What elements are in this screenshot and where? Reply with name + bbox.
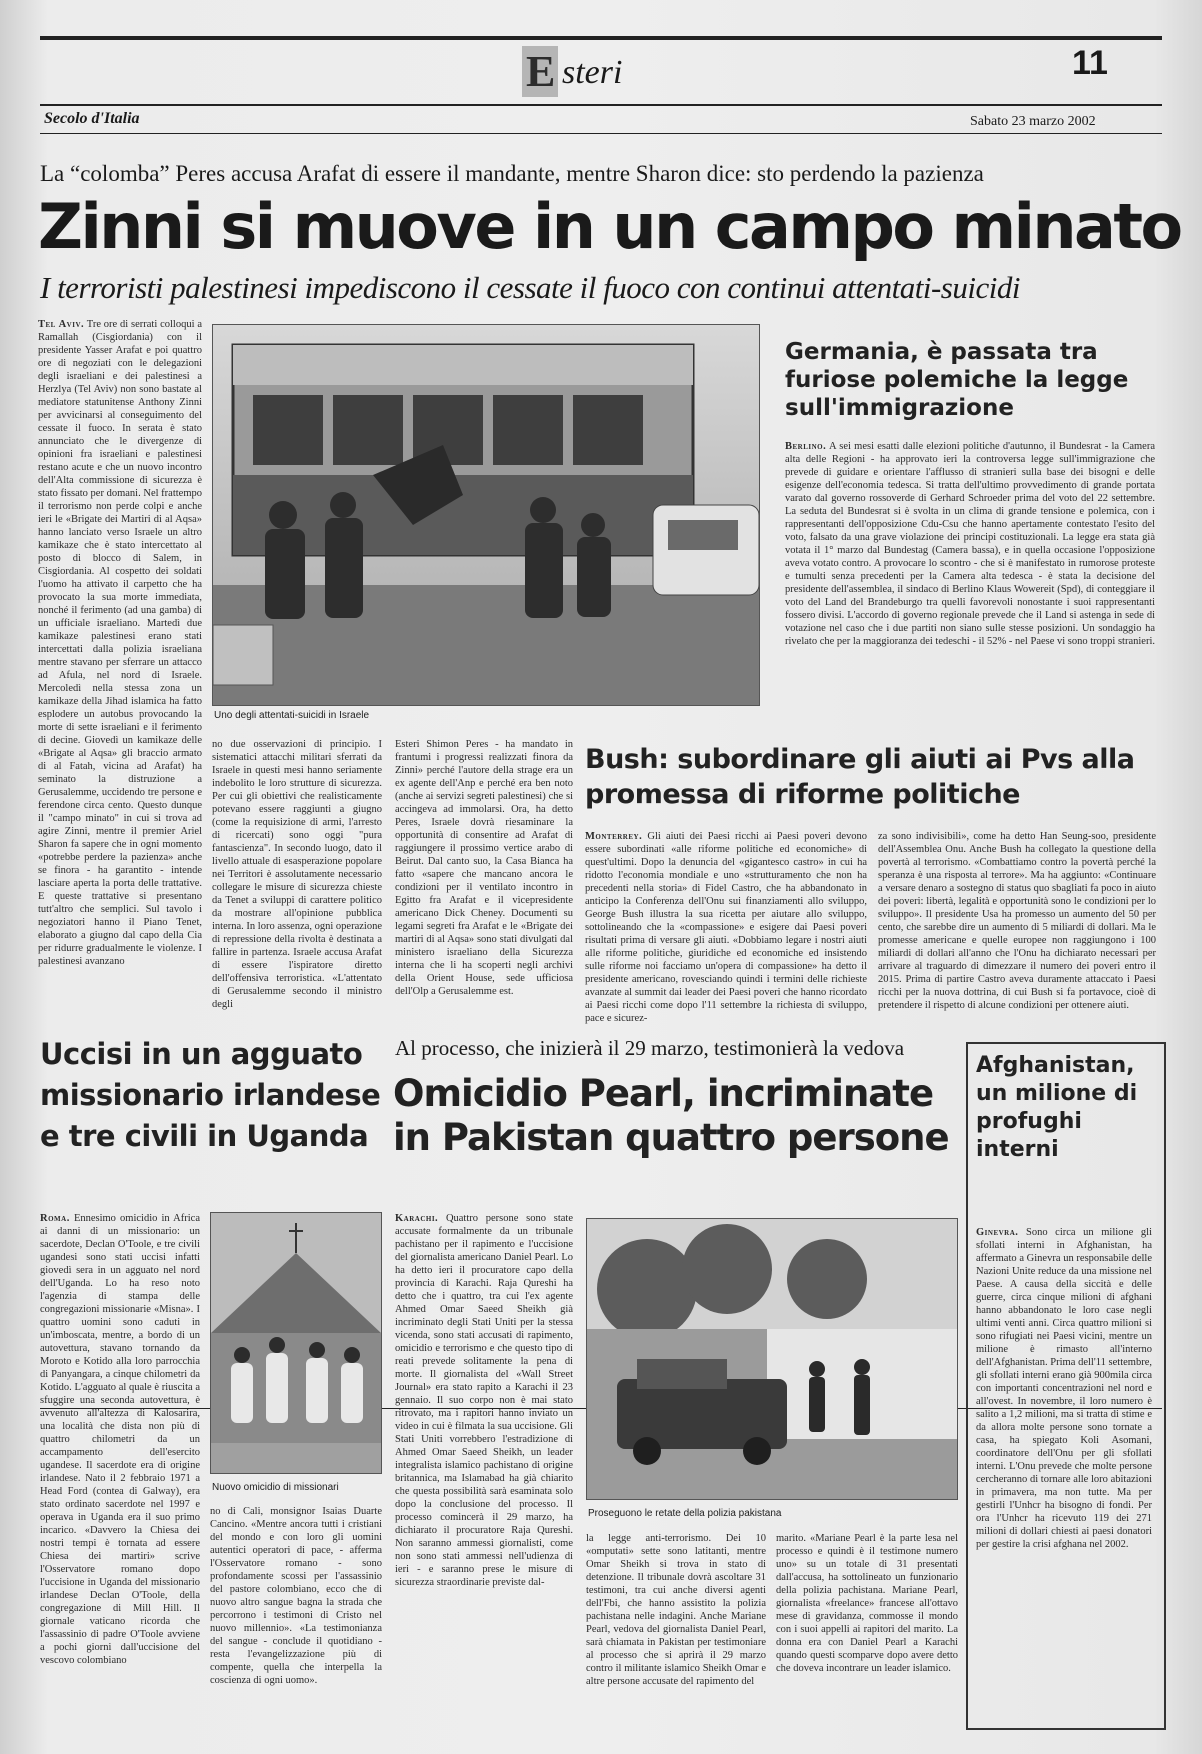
lead-subhead: I terroristi palestinesi impediscono il cessate il fuoco con continui attentati-suicidi: [40, 270, 1020, 305]
pearl-column-3: [776, 1532, 958, 1724]
lead-headline: Zinni si muove in un campo minato: [38, 190, 1181, 263]
uganda-column-2: [210, 1505, 382, 1720]
date-rule: [40, 133, 1162, 134]
germania-body-text: A sei mesi esatti dalle elezioni politiche d'autunno, il Bundesrat - la Camera alta delle Regioni - ha approvato ieri la controversa legge sull'immigrazione che prevede di guidare e orientare l'afflusso di stranieri sulla base dei bisogni e delle esigenze dell'economia tedesca. Si tratta dell'ultimo provvedimento di grande portata varato dal governo rossoverde di Gerhard Schroeder prima del voto del 22 settembre. La seduta del Bundesrat si è svolta in un clima di grande tensione e polemica, con i rappresentanti dell'opposizione Cdu-Csu che hanno apertamente contestato l'esito del voto, falsato da una grave violazione dei principi costituzionali. La legge era stata già votata il 1° marzo dal Bundestag (Camera bassa), e in quella occasione l'opposizione aveva votato contro. A provocare lo scontro - che si è manifestato in rumorose proteste e tumulti senza precedenti per la Camera alta tedesca - è stata la decisione del presidente dell'assemblea, il sindaco di Berlino Klaus Wowereit (Spd), di conteggiare il voto del Land del Brandeburgo tra quelli favorevoli nonostante i suoi rappresentanti fossero divisi. L'accordo di governo regionale prevede che il Land si astenga in sede di votazione nel caso che i due partiti non siano sulle stesse posizioni. Un sondaggio ha rivelato che per la maggioranza dei tedeschi - il 52% - nel Paese vi sono troppi stranieri.: [785, 441, 1155, 647]
lead-column-2-text: no due osservazioni di principio. I sistematici attacchi militari sferrati da Israele in questi mesi hanno seriamente indebolito le loro strutture di sicurezza. Per cui gli obiettivi che realisticamente potevano essere raggiunti a giugno (come la requisizione di armi, l'arresto di ricercati) sono oggi "pura fantascienza". In secondo luogo, dato il livello attuale di esasperazione popolare nei Territori è assolutamente necessario collegare le misure di sicurezza chieste da Tenet a sviluppi di carattere politico da mostrare all'opinione pubblica interna. In loro assenza, ogni operazione di repressione della rivolta è destinata a fallire in partenza. Israele accusa Arafat di essere l'ispiratore diretto dell'offensiva terroristica. «L'attentato di Gerusalemme secondo il ministro degli: [212, 739, 382, 1010]
police-raid-photo: [587, 1219, 957, 1499]
masthead-rule: [40, 104, 1162, 106]
germania-dateline: Berlino.: [785, 441, 827, 452]
germania-body: [785, 440, 1155, 725]
pearl-column-2-text: la legge anti-terrorismo. Dei 10 «omputati» sette sono latitanti, mentre Omar Sheikh si trova in stato di detenzione. Il tribunale dovrà ascoltare 31 testimoni, tra cui anche diversi agenti dell'Fbi, che hanno assistito la polizia pachistana nelle indagini. Anche Mariane Pearl, vedova del giornalista Daniel Pearl, sarà chiamata in Pakistan per testimoniare al processo che si aprirà il 29 marzo contro il militante islamico Sheikh Omar e altre persone accusate del rapimento del: [586, 1533, 766, 1687]
lead-column-1-text: Tre ore di serrati colloqui a Ramallah (Cisgiordania) con il presidente Yasser Arafat e poi quattro ore di negoziati con le delegazioni degli israeliani e dei palestinesi a Herzlya (Tel Aviv) non sono bastate al mediatore statunitense Anthony Zinni per avvicinarsi al conseguimento del cessate il fuoco. In serata è stato annunciato che le divergenze di opinioni fra israeliani e palestinesi restano acute e che un nuovo incontro dell'Alta commissione di sicurezza è stato fissato per domani. Nel frattempo il terrorismo non perde colpi e anche ieri le «Brigate dei Martiri di al Aqsa» hanno lanciato verso Israele un altro kamikaze che è stato intercettato al posto di blocco di Salem, in Cisgiordania. Al cospetto dei soldati l'uomo ha attivato il carpetto che ha provocato la sua morte immediata, nonché il ferimento (ad una gamba) di un ufficiale israeliano. Martedì due kamikaze palestinesi erano stati intercettati dalla polizia israeliana mentre stavano per sferrare un attacco ad Afula, nel nord di Israele. Mercoledì nella stessa zona un kamikaze della Jihad islamica ha fatto esplodere un autobus provocando la morte di sette israeliani e il ferimento di decine. Giovedì un kamikaze delle «Brigate al Aqsa» gli braccio armato di al Fatah, vicina ad Arafat) ha seminato la distruzione a Gerusalemme, uccidendo tre persone e ferendone circa cento. Questo dunque il "campo minato" in cui si trova ad agire Zinni, mentre il premier Ariel Sharon fa sapere che in ogni momento «potrebbe perdere la pazienza» anche se finora - ha garantito - intende lasciare aperta la porta delle trattative. E queste trattative si presentano tutt'altro che semplici. Sul tavolo i negoziatori hanno il Piano Tenet, elaborato a giugno dal capo della Cia per ridurre gradualmente le violenze. I palestinesi avanzano: [38, 319, 202, 967]
lead-kicker: La “colomba” Peres accusa Arafat di essere il mandante, mentre Sharon dice: sto perdendo la pazienza: [40, 161, 984, 186]
uganda-column-2-text: no di Cali, monsignor Isaias Duarte Cancino. «Mentre ancora tutti i cristiani del mondo e con loro gli uomini autentici operatori di pace, - afferma l'Osservatore romano - sono profondamente scossi per l'assassinio del pastore colombiano, ecco che di nuovo altro sangue bagna la strada che percorrono i testimoni di Cristo nel nuovo millennio». «La testimonianza del sangue - conclude il quotidiano - resta l'evangelizzazione più di compente, quella che interpella la coscienza di ogni uomo».: [210, 1506, 382, 1686]
paper-name: Secolo d'Italia: [44, 110, 140, 127]
section-title: [510, 46, 740, 98]
issue-date: Sabato 23 marzo 2002: [970, 114, 1096, 129]
pearl-column-3-text: marito. «Mariane Pearl è la parte lesa nel processo e quindi è il testimone numero uno» su un totale di 31 presentati dall'accusa, ha sottolineato un funzionario della polizia pachistana. Mariane Pearl, giornalista «freelance» francese all'ottavo mese di gravidanza, commosse il mondo con i suoi appelli ai rapitori del marito. La donna era con Daniel Pearl a Karachi quando questi scomparve dopo avere detto che doveva incontrare un leader islamico.: [776, 1533, 958, 1674]
pearl-column-1: [395, 1212, 573, 1722]
uganda-photo: [210, 1212, 382, 1474]
lead-photo-caption: Uno degli attentati-suicidi in Israele: [214, 710, 370, 721]
afghanistan-body: [976, 1226, 1152, 1720]
lead-dateline: Tel Aviv.: [38, 319, 85, 330]
pearl-photo: [586, 1218, 958, 1500]
lead-photo: [212, 324, 760, 706]
uganda-headline: Uccisi in un agguato missionario irlandese e tre civili in Uganda: [40, 1037, 381, 1153]
pearl-column-1-text: Quattro persone sono state accusate formalmente da un tribunale pachistano per il rapimento e l'uccisione del giornalista americano Daniel Pearl. Lo ha detto ieri il procuratore capo della provincia di Karachi. Raja Qureshi ha detto che i quattro, tra cui l'ex agente Ahmed Omar Saeed Sheikh già incriminato degli Stati Uniti per la stessa vicenda, sono stati accusati di rapimento, omicidio e terrorismo e che questo tipo di reati prevede solitamente la pena di morte. Il giornalista del «Wall Street Journal» era stato rapito a Karachi il 23 gennaio. Il suo corpo non è mai stato ritrovato, ma i rapitori hanno inviato un video in cui è filmata la sua uccisione. Gli Stati Uniti vorrebbero l'estradizione di Ahmed Omar Saeed Sheikh, un leader integralista islamico pachistano di origine britannica, ma Islamabad ha già chiarito che questa possibilità sarà esaminata solo dopo la conclusione del processo. Il processo comincerà il 29 marzo, ha dichiarato il procuratore Raja Qureshi. Non saranno ammessi giornalisti, come non sono stati ammessi nell'udienza di ieri - e saranno prese le misure di sicurezza straordinarie previste dal-: [395, 1213, 573, 1588]
section-name: steri: [562, 54, 623, 91]
lead-column-3-text: Esteri Shimon Peres - ha mandato in frantumi i progressi realizzati finora da Zinni» perché l'autore della strage era un ex agente dell'Anp e perché era ben noto (anche ai servizi segreti palestinesi) che si accingeva ad immolarsi. Ora, ha detto Peres, Israele dovrà riesaminare la opportunità di consentire ad Arafat di raggiungere il prossimo vertice arabo di Beirut. Dal canto suo, la Casa Bianca ha fatto «sapere che mancano ancora le condizioni per il ventilato incontro in Egitto fra Arafat e il vicepresidente americano Dick Cheney. Documenti su legami segreti fra Arafat e le «Brigate dei martiri di al Aqsa» sono stati divulgati dal ministero israeliano della Sicurezza interna che li ha scoperti negli archivi della Orient House, sede ufficiosa dell'Olp a Gerusalemme est.: [395, 739, 573, 997]
afghanistan-dateline: Ginevra.: [976, 1227, 1019, 1238]
pearl-dateline: Karachi.: [395, 1213, 439, 1224]
bush-headline: Bush: subordinare gli aiuti ai Pvs alla promessa di riforme politiche: [585, 744, 1135, 810]
pearl-column-2: [586, 1532, 766, 1724]
uganda-photo-caption: Nuovo omicidio di missionari: [212, 1482, 339, 1493]
bus-bombing-photo: [213, 325, 759, 705]
afghanistan-body-text: Sono circa un milione gli sfollati interni in Afghanistan, ha affermato a Ginevra un responsabile delle Nazioni Unite reduce da una missione nel Paese. A causa della siccità e delle guerre, circa cinque milioni di afghani hanno abbandonato le loro case negli ultimi venti anni. Circa quattro milioni si sono rifugiati nei Paesi vicini, mentre un milione è rimasto all'interno dell'Afghanistan. Prima dell'11 settembre, gli sfollati interni erano già 900mila circa con importanti concentrazioni nel nord e all'ovest. In novembre, il loro numero è salito a 1,2 milioni, ma si tratta di stime e da allora molte persone sono tornate a casa, ha spiegato Koli Asomani, coordinatore dell'Onu per gli sfollati interni. L'Onu prevede che molte persone cercheranno di tornare alle loro abitazioni in primavera, ma non tutte. Ma per gestirli l'Unhcr ha bisogno di fondi. Per ora l'Unhcr ha ricevuto 119 dei 271 milioni di dollari chiesti ai paesi donatori per gestire la crisi afghana nel 2002.: [976, 1227, 1152, 1550]
bush-column-2-text: za sono indivisibili», come ha detto Han Seung-soo, presidente dell'Assemblea Onu. Anche Bush ha collegato la questione della povertà al terrorismo. «Combattiamo contro la povertà perché la speranza è una risposta al terrore». Ma ha aggiunto: «Continuare a versare denaro a sostegno di status quo sbagliati fa poco in aiuto dei poveri: libertà, legalità e opportunità sono le condizioni per lo sviluppo». Il presidente Usa ha promesso un aumento del 50 per cento, che sarebbe dire un aumento di 5 miliardi di dollari. Ma le promesse americane e quelle europee non raggiungono i 100 miliardi di dollari all'anno che l'Onu ha dichiarato necessari per arrivare al traguardo di dimezzare il numero dei poveri entro il 2015. Prima di partire Castro aveva duramente attaccato i Paesi ricchi per la nuova dottrina, di cui Bush si fa portavoce, cioè di pretendere il rispetto di alcune condizioni per ottenere aiuti.: [878, 831, 1156, 1011]
bush-column-1-text: Gli aiuti dei Paesi ricchi ai Paesi poveri devono essere subordinati «alle riforme politiche ed economiche» di quest'ultimi. Dopo la denuncia del «gigantesco castro» in cui ha ridotto l'economia mondiale e uno «strutturamento che non ha precedenti nella storia» di Fidel Castro, che ha abbandonato in anticipo la Conferenza dell'Onu sui finanziamenti allo sviluppo, George Bush illustra la sua ricetta per aiutare allo sviluppo, sottolineando che la «compassione» e esigere dai Paesi poveri risultati prima di versare gli aiuti. «Dobbiamo legare i nostri aiuti alle riforme politiche, giuridiche ed economiche ed insistendo sulle riforme noi facciamo un'opera di compassione» ha detto il presidente americano, rovesciando quindi i termini delle richieste avanzate al summit dai leader dei Paesi poveri che hanno ricordato ai Paesi ricchi come dopo l'11 settembre la richiesta di sviluppo, pace e sicurez-: [585, 831, 867, 1024]
uganda-column-1-text: Ennesimo omicidio in Africa ai danni di un missionario: un sacerdote, Declan O'Toole, e tre civili ugandesi sono stati uccisi infatti giovedì sera in un agguato nel nord dell'Uganda. Lo ha reso noto l'agenzia di stampa delle congregazioni missionarie «Misna». I quattro uomini sono caduti in un'imboscata, mentre, a bordo di un autovettura, stavano tornando da Moroto e Kotido alla loro parrocchia di Panyangara, a cinque chilometri da Kotido. L'agguato al quale è riuscita a sfuggire una seconda autovettura, è avvenuto all'altezza di Kalosarira, una località che dista non più di quattro chilometri da un accampamento dell'esercito ugandese. Il sacerdote era di origine irlandese. Nato il 2 febbraio 1971 a Head Ford (contea di Galway), era stato ordinato sacerdote nel 1997 e operava in Uganda era il suo primo incarico. «Davvero la Chiesa dei nostri tempi è tornata ad essere Chiesa dei martiri» scrive l'Osservatore romano dopo l'uccisione in Uganda del missionario irlandese Declan O'Toole, della congregazione di Mill Hill. Il giornale vaticano ricorda che l'assassinio di padre O'Toole avviene a pochi giorni dall'uccisione del vescovo colombiano: [40, 1213, 200, 1666]
pearl-headline: Omicidio Pearl, incriminate in Pakistan quattro persone: [393, 1072, 949, 1159]
page-number: 11: [1072, 44, 1108, 82]
uganda-column-1: [40, 1212, 200, 1722]
pearl-photo-caption: Proseguono le retate della polizia pakistana: [588, 1508, 782, 1519]
top-rule: [40, 36, 1162, 40]
germania-headline: Germania, è passata tra furiose polemiche la legge sull'immigrazione: [785, 339, 1129, 421]
pearl-kicker: Al processo, che inizierà il 29 marzo, testimonierà la vedova: [395, 1036, 905, 1060]
section-initial: E: [522, 46, 558, 97]
missionary-photo: [211, 1213, 381, 1473]
bush-dateline: Monterrey.: [585, 831, 643, 842]
afghanistan-headline: Afghanistan, un milione di profughi interni: [976, 1053, 1138, 1162]
afghanistan-box: [966, 1042, 1166, 1730]
uganda-dateline: Roma.: [40, 1213, 70, 1224]
